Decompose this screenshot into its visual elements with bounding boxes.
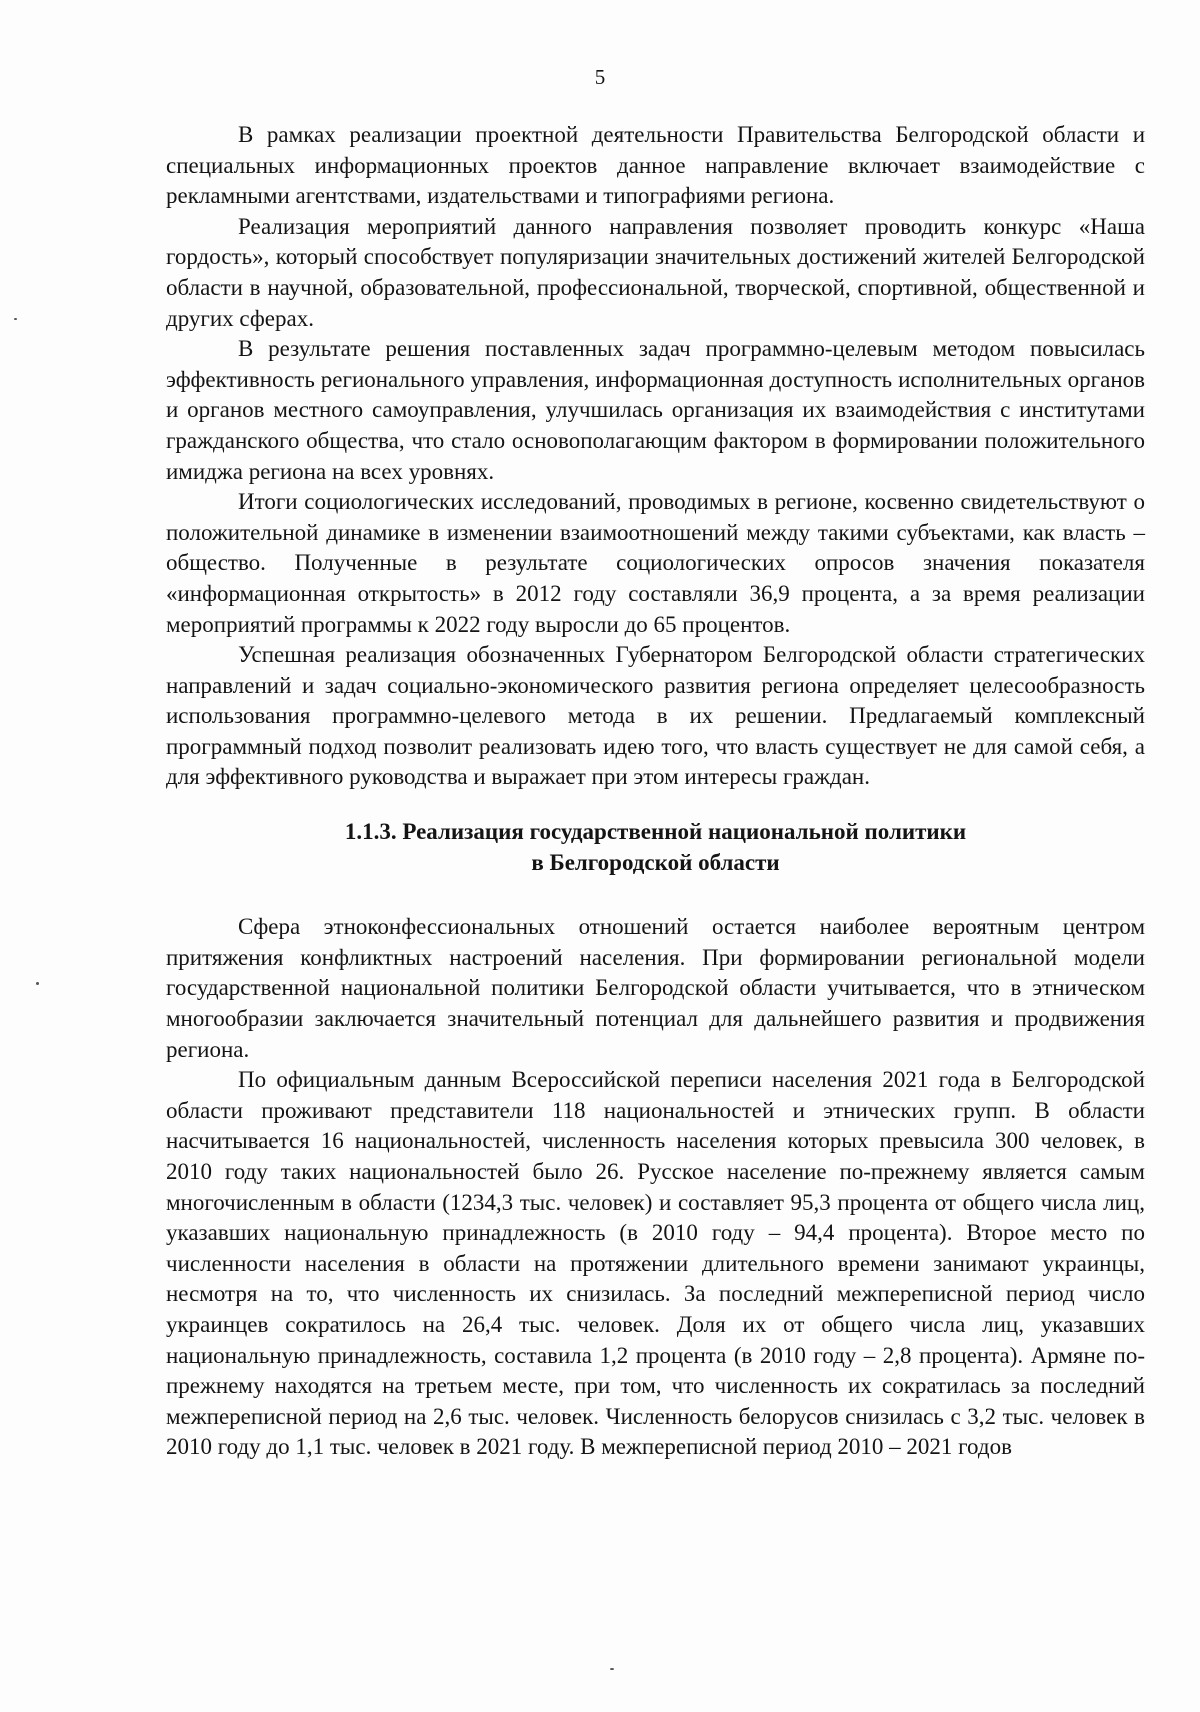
- scan-speck-bottom: [610, 1668, 614, 1670]
- scan-speck-left-bottom: [36, 982, 39, 985]
- page-number: 5: [594, 65, 606, 89]
- paragraph-strategic-directions: Успешная реализация обозначенных Губернатором Белгородской области стратегических направлений и задач социально-экономического развития региона определяет целесообразность использования программно-целевого метода в их решении. Предлагаемый комплексный программный подход позволит реализовать идею того, что власть существует не для самой себя, а для эффективного руководства и выражает при этом интересы граждан.: [166, 642, 1145, 790]
- paragraph-census-data: По официальным данным Всероссийской переписи населения 2021 года в Белгородской области проживают представители 118 национальностей и этнических групп. В области насчитывается 16 национальностей, численность населения которых превысила 300 человек, в 2010 году таких национальностей было 26. Русское население по-прежнему является самым многочисленным в области (1234,3 тыс. человек) и составляет 95,3 процента от общего числа лиц, указавших национальную принадлежность (в 2010 году – 94,4 процента). Второе место по численности населения в области на протяжении длительного времени занимают украинцы, несмотря на то, что численность их снизилась. За последний межпереписной период число украинцев сократилось на 26,4 тыс. человек. Доля их от общего числа лиц, указавших национальную принадлежность, составила 1,2 процента (в 2010 году – 2,8 процента). Армяне по-прежнему находятся на третьем месте, при том, что численность их сократилась за последний межпереписной период на 2,6 тыс. человек. Численность белорусов снизилась с 3,2 тыс. человек в 2010 году до 1,1 тыс. человек в 2021 году. В межпереписной период 2010 – 2021 годов: [166, 1067, 1145, 1460]
- document-body: [166, 120, 1145, 1463]
- paragraph-ethnoconfessional-relations: Сфера этноконфессиональных отношений остается наиболее вероятным центром притяжения конфликтных настроений населения. При формировании региональной модели государственной национальной политики Белгородской области учитывается, что в этническом многообразии заключается значительный потенциал для дальнейшего развития и продвижения региона.: [166, 914, 1145, 1062]
- paragraph-project-activity: В рамках реализации проектной деятельности Правительства Белгородской области и специальных информационных проектов данное направление включает взаимодействие с рекламными агентствами, издательствами и типографиями региона.: [166, 122, 1145, 209]
- section-heading-line-2: в Белгородской области: [531, 849, 780, 875]
- paragraph-sociological-research: Итоги социологических исследований, проводимых в регионе, косвенно свидетельствуют о положительной динамике в изменении взаимоотношений между такими субъектами, как власть – общество. Полученные в результате социологических опросов значения показателя «информационная открытость» в 2012 году составляли 36,9 процента, а за время реализации мероприятий программы к 2022 году выросли до 65 процентов.: [166, 489, 1145, 637]
- paragraph-program-results: В результате решения поставленных задач программно-целевым методом повысилась эффективность регионального управления, информационная доступность исполнительных органов и органов местного самоуправления, улучшилась организация их взаимодействия с институтами гражданского общества, что стало основополагающим фактором в формировании положительного имиджа региона на всех уровнях.: [166, 336, 1145, 484]
- section-heading: [166, 817, 1145, 878]
- scan-speck-left-top: [14, 318, 17, 320]
- paragraph-contest-nasha-gordost: Реализация мероприятий данного направления позволяет проводить конкурс «Наша гордость», который способствует популяризации значительных достижений жителей Белгородской области в научной, образовательной, профессиональной, творческой, спортивной, общественной и других сферах.: [166, 213, 1145, 331]
- section-heading-line-1: 1.1.3. Реализация государственной национальной политики: [344, 819, 967, 845]
